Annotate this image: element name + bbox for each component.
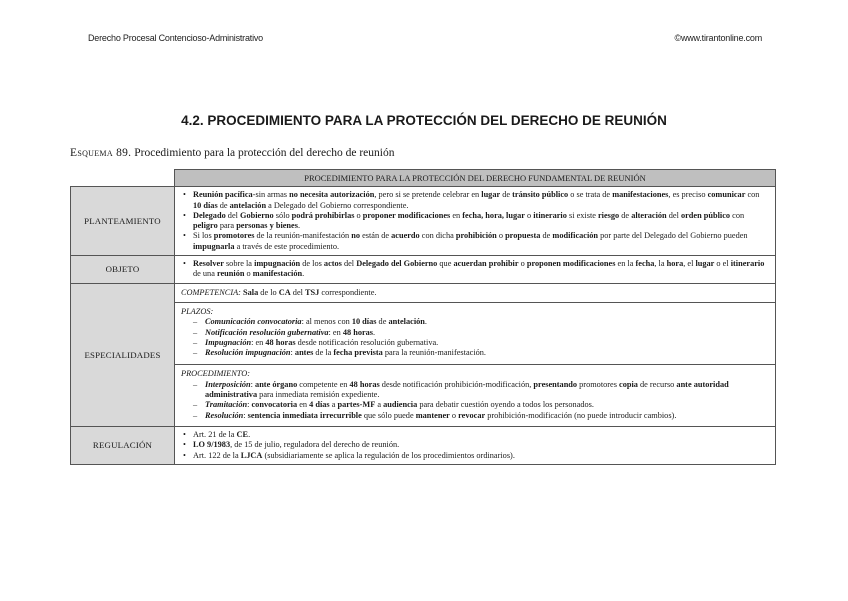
list-item [205, 348, 769, 358]
emphasis-text: fecha [635, 259, 655, 269]
list-item [193, 211, 769, 232]
emphasis-text: CE [236, 429, 249, 439]
emphasis-text: peligro [193, 221, 218, 231]
emphasis-text: Delegado del Gobierno [356, 259, 438, 269]
table-heading: PROCEDIMIENTO PARA LA PROTECCIÓN DEL DERECHO FUNDAMENTAL DE REUNIÓN [175, 170, 776, 187]
plain-text: de lo [258, 287, 279, 297]
list-item [205, 380, 769, 401]
emphasis-text: orden público [680, 210, 731, 220]
caption-label: Esquema 89. [70, 147, 132, 159]
plain-text: de [376, 317, 389, 327]
plain-text: con [730, 210, 745, 220]
scheme-table [70, 169, 776, 465]
plain-text: . [302, 269, 305, 279]
plain-text: a través de este procedimiento. [234, 241, 340, 251]
plain-text: Si los [193, 231, 214, 241]
plain-text: . [424, 317, 427, 327]
plain-text: de [217, 200, 230, 210]
emphasis-text: alteración [631, 210, 667, 220]
plain-text: en [297, 400, 310, 410]
emphasis-text: Resolución [205, 410, 244, 420]
list-item [193, 259, 769, 280]
plain-text: o [244, 269, 253, 279]
emphasis-text: antes [294, 348, 314, 358]
plain-text: en [450, 210, 463, 220]
emphasis-text: comunicar [707, 190, 746, 200]
plain-text: : [247, 400, 252, 410]
list-item [205, 317, 769, 327]
row-planteamiento [71, 187, 776, 256]
emphasis-text: 10 días [351, 317, 377, 327]
running-header-left: Derecho Procesal Contencioso-Administrativo [88, 33, 263, 43]
plain-text: competente en [297, 379, 350, 389]
plain-text: sobre la [223, 259, 255, 269]
plain-text: de [540, 231, 553, 241]
section-title: 4.2. PROCEDIMIENTO PARA LA PROTECCIÓN DEL DERECHO DE REUNIÓN [181, 113, 667, 128]
emphasis-text: Sala [243, 287, 259, 297]
corner-cell [71, 170, 175, 187]
list-item [193, 190, 769, 211]
plain-text: promotores [577, 379, 620, 389]
running-header-right: ©www.tirantonline.com [674, 33, 762, 43]
dash-list [181, 317, 769, 358]
emphasis-text: LJCA [240, 450, 263, 460]
emphasis-text: itinerario [533, 210, 567, 220]
emphasis-text: Resolución impugnación [205, 348, 291, 358]
emphasis-text: modificación [552, 231, 599, 241]
emphasis-text: Resolver [193, 259, 224, 269]
emphasis-text: copia [619, 379, 638, 389]
dash-list [181, 380, 769, 421]
procedimiento-title: PROCEDIMIENTO: [181, 369, 250, 379]
list-item [193, 451, 769, 461]
emphasis-text: antelación [229, 200, 267, 210]
emphasis-text: mantener [415, 410, 450, 420]
row-especialidades-plazos [71, 302, 776, 364]
row-regulacion [71, 426, 776, 464]
emphasis-text: podrá prohibirlas [291, 210, 355, 220]
plain-text: o se trata de [568, 190, 613, 200]
plain-text: prohibición-modificación (no puede introducir cambios). [485, 410, 677, 420]
plain-text: del [225, 210, 241, 220]
emphasis-text: Impugnación [205, 337, 252, 347]
emphasis-text: 48 horas [349, 379, 380, 389]
plain-text: de [619, 210, 632, 220]
emphasis-text: 4 días [309, 400, 330, 410]
emphasis-text: prohibición [455, 231, 497, 241]
plain-text: (subsidiariamente se aplica la regulación de los procedimientos ordinarios). [262, 450, 515, 460]
emphasis-text: propuesta [505, 231, 541, 241]
plain-text: a [375, 400, 384, 410]
row-content [175, 187, 776, 256]
emphasis-text: tránsito público [512, 190, 569, 200]
plain-text: con [745, 190, 760, 200]
plain-text: correspondiente. [319, 287, 377, 297]
plain-text: por parte del Delegado del Gobierno pueden [598, 231, 748, 241]
plain-text: o [354, 210, 363, 220]
row-objeto [71, 256, 776, 284]
plain-text: de una [193, 269, 217, 279]
plain-text: de recurso [637, 379, 677, 389]
list-item [193, 440, 769, 450]
plain-text: : al menos con [301, 317, 352, 327]
emphasis-text: promotores [213, 231, 255, 241]
row-label: PLANTEAMIENTO [71, 187, 175, 256]
emphasis-text: Reunión pacífica [193, 190, 253, 200]
row-content [175, 256, 776, 284]
row-label: REGULACIÓN [71, 426, 175, 464]
plain-text: de la [313, 348, 334, 358]
plain-text: del [341, 259, 357, 269]
emphasis-text: presentando [533, 379, 578, 389]
emphasis-text: Notificación resolución gubernativa [205, 327, 329, 337]
plain-text: en la [615, 259, 636, 269]
plain-text: , la [654, 259, 667, 269]
plain-text: Art. 21 de la [193, 429, 237, 439]
plain-text: de la reunión-manifestación [254, 231, 352, 241]
emphasis-text: hora [666, 259, 684, 269]
list-item [205, 400, 769, 410]
plain-text: , de 15 de julio, reguladora del derecho de reunión. [230, 440, 400, 450]
plazos-cell [175, 302, 776, 364]
plain-text: del [290, 287, 306, 297]
row-label: ESPECIALIDADES [71, 283, 175, 426]
plain-text: . [297, 221, 301, 231]
plain-text: : en [328, 327, 343, 337]
procedimiento-cell [175, 365, 776, 426]
emphasis-text: proponer modificaciones [362, 210, 451, 220]
emphasis-text: fecha, hora, lugar [462, 210, 525, 220]
plain-text: que [437, 259, 454, 269]
emphasis-text: acuerdo [391, 231, 420, 241]
emphasis-text: Interposición [205, 379, 251, 389]
plain-text: del [666, 210, 681, 220]
competencia-cell [175, 283, 776, 302]
list-item [205, 411, 769, 421]
competencia-title: COMPETENCIA: [181, 287, 241, 297]
emphasis-text: no necesita autorización [289, 190, 375, 200]
plain-text: que sólo puede [361, 410, 416, 420]
plain-text: sólo [273, 210, 292, 220]
plain-text: . [248, 429, 251, 439]
plain-text: con dicha [419, 231, 456, 241]
plain-text: de los [300, 259, 324, 269]
plain-text: a Delegado del Gobierno correspondiente. [266, 200, 409, 210]
plain-text: : [243, 410, 248, 420]
emphasis-text: reunión [216, 269, 245, 279]
emphasis-text: TSJ [305, 287, 320, 297]
emphasis-text: LO 9/1983 [193, 440, 231, 450]
list-item [205, 338, 769, 348]
emphasis-text: impugnarla [193, 241, 235, 251]
plain-text: o [449, 410, 459, 420]
emphasis-text: manifestaciones [612, 190, 669, 200]
caption-text: Procedimiento para la protección del derecho de reunión [134, 147, 395, 159]
plain-text: desde notificación prohibición-modificación, [379, 379, 534, 389]
plain-text: o el [714, 259, 731, 269]
bullet-list [181, 190, 769, 252]
emphasis-text: itinerario [730, 259, 765, 269]
row-content [175, 426, 776, 464]
emphasis-text: no [351, 231, 361, 241]
table-header-row [71, 170, 776, 187]
emphasis-text: ante órgano [255, 379, 298, 389]
plain-text: o [496, 231, 506, 241]
emphasis-text: Delegado [193, 210, 226, 220]
plain-text: de [500, 190, 513, 200]
bullet-list [181, 259, 769, 280]
emphasis-text: 48 horas [265, 337, 296, 347]
plain-text: desde notificación resolución gubernativa. [295, 337, 439, 347]
emphasis-text: revocar [458, 410, 486, 420]
plain-text: , el [683, 259, 696, 269]
emphasis-text: Comunicación convocatoria [205, 317, 302, 327]
emphasis-text: lugar [695, 259, 715, 269]
emphasis-text: Tramitación [205, 400, 248, 410]
plain-text: para debatir cuestión oyendo a todos los personados. [417, 400, 594, 410]
emphasis-text: antelación [388, 317, 425, 327]
plain-text: , es preciso [668, 190, 708, 200]
plain-text: están de [360, 231, 392, 241]
row-label: OBJETO [71, 256, 175, 284]
emphasis-text: actos [323, 259, 342, 269]
plain-text: si existe [566, 210, 598, 220]
bullet-list [181, 430, 769, 461]
scheme-caption [70, 147, 394, 159]
plazos-title: PLAZOS: [181, 306, 214, 316]
plain-text: Art. 122 de la [193, 450, 241, 460]
emphasis-text: Gobierno [240, 210, 274, 220]
emphasis-text: fecha prevista [333, 348, 383, 358]
emphasis-text: convocatoria [251, 400, 298, 410]
plain-text: -sin armas [252, 190, 290, 200]
row-especialidades-competencia [71, 283, 776, 302]
plain-text: a [329, 400, 338, 410]
emphasis-text: ante autoridad administrativa [205, 379, 729, 400]
emphasis-text: partes-MF [337, 400, 376, 410]
plain-text: para la reunión-manifestación. [382, 348, 487, 358]
list-item [193, 231, 769, 252]
list-item [193, 430, 769, 440]
row-especialidades-procedimiento [71, 365, 776, 426]
plain-text: . [373, 327, 376, 337]
emphasis-text: impugnación [254, 259, 301, 269]
emphasis-text: acuerdan prohibir [453, 259, 519, 269]
plain-text: para inmediata remisión expediente. [257, 390, 380, 400]
competencia-text [241, 288, 377, 297]
plain-text: o [518, 259, 527, 269]
plain-text: : [290, 348, 295, 358]
emphasis-text: riesgo [598, 210, 620, 220]
plain-text: : [250, 379, 256, 389]
emphasis-text: sentencia inmediata irrecurrible [247, 410, 362, 420]
list-item [205, 328, 769, 338]
plain-text: para [217, 221, 237, 231]
emphasis-text: 10 días [193, 200, 218, 210]
emphasis-text: personas y bienes [236, 221, 298, 231]
emphasis-text: CA [278, 287, 291, 297]
emphasis-text: lugar [481, 190, 501, 200]
plain-text: : en [251, 337, 266, 347]
emphasis-text: 48 horas [342, 327, 374, 337]
plain-text: o [524, 210, 534, 220]
emphasis-text: audiencia [383, 400, 418, 410]
plain-text: , pero si se pretende celebrar en [374, 190, 482, 200]
emphasis-text: proponen modificaciones [526, 259, 616, 269]
emphasis-text: manifestación [252, 269, 303, 279]
